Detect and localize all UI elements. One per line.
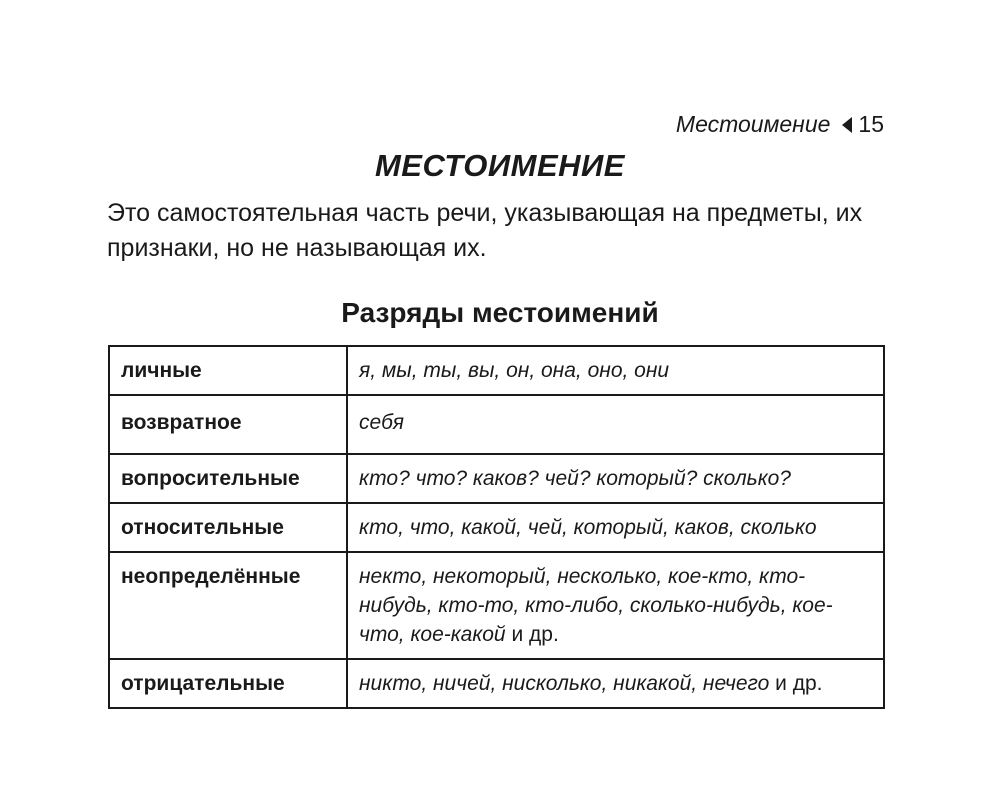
section-name: Местоимение [675, 111, 831, 137]
table-row [109, 395, 884, 454]
examples-cell [347, 395, 884, 454]
pronoun-categories-table [108, 345, 885, 709]
examples-cell [347, 346, 884, 395]
table-row [109, 454, 884, 503]
examples-text: кто? что? каков? чей? который? сколько? [359, 467, 791, 490]
definition-text: Это самостоятельная часть речи, указывающая на предметы, их признаки, но не называющая их. [107, 199, 863, 262]
table-row [109, 346, 884, 395]
examples-cell [347, 552, 884, 659]
category-cell: вопросительные [109, 454, 347, 503]
examples-suffix: и др. [769, 672, 823, 695]
examples-text: некто, некоторый, несколько, кое-кто, кто-нибудь, кто-то, кто-либо, сколько-нибудь, кое-что, кое-какой [359, 565, 833, 646]
category-cell: отрицательные [109, 659, 347, 708]
table-row [109, 659, 884, 708]
examples-text: я, мы, ты, вы, он, она, оно, они [359, 359, 670, 382]
category-cell: неопределённые [109, 552, 347, 659]
examples-text: никто, ничей, нисколько, никакой, нечего [359, 672, 770, 695]
table-row [109, 503, 884, 552]
table-row [109, 552, 884, 659]
table-title: Разряды местоимений [341, 297, 659, 328]
examples-suffix: и др. [505, 623, 559, 646]
examples-text: себя [359, 411, 404, 434]
category-cell: личные [109, 346, 347, 395]
page-title: МЕСТОИМЕНИЕ [374, 148, 625, 183]
examples-text: кто, что, какой, чей, который, каков, сколько [359, 516, 817, 539]
examples-cell [347, 659, 884, 708]
running-header [676, 111, 884, 138]
left-triangle-icon [842, 117, 852, 133]
examples-cell [347, 503, 884, 552]
examples-cell [347, 454, 884, 503]
category-cell: возвратное [109, 395, 347, 454]
page-number: 15 [858, 111, 884, 137]
category-cell: относительные [109, 503, 347, 552]
